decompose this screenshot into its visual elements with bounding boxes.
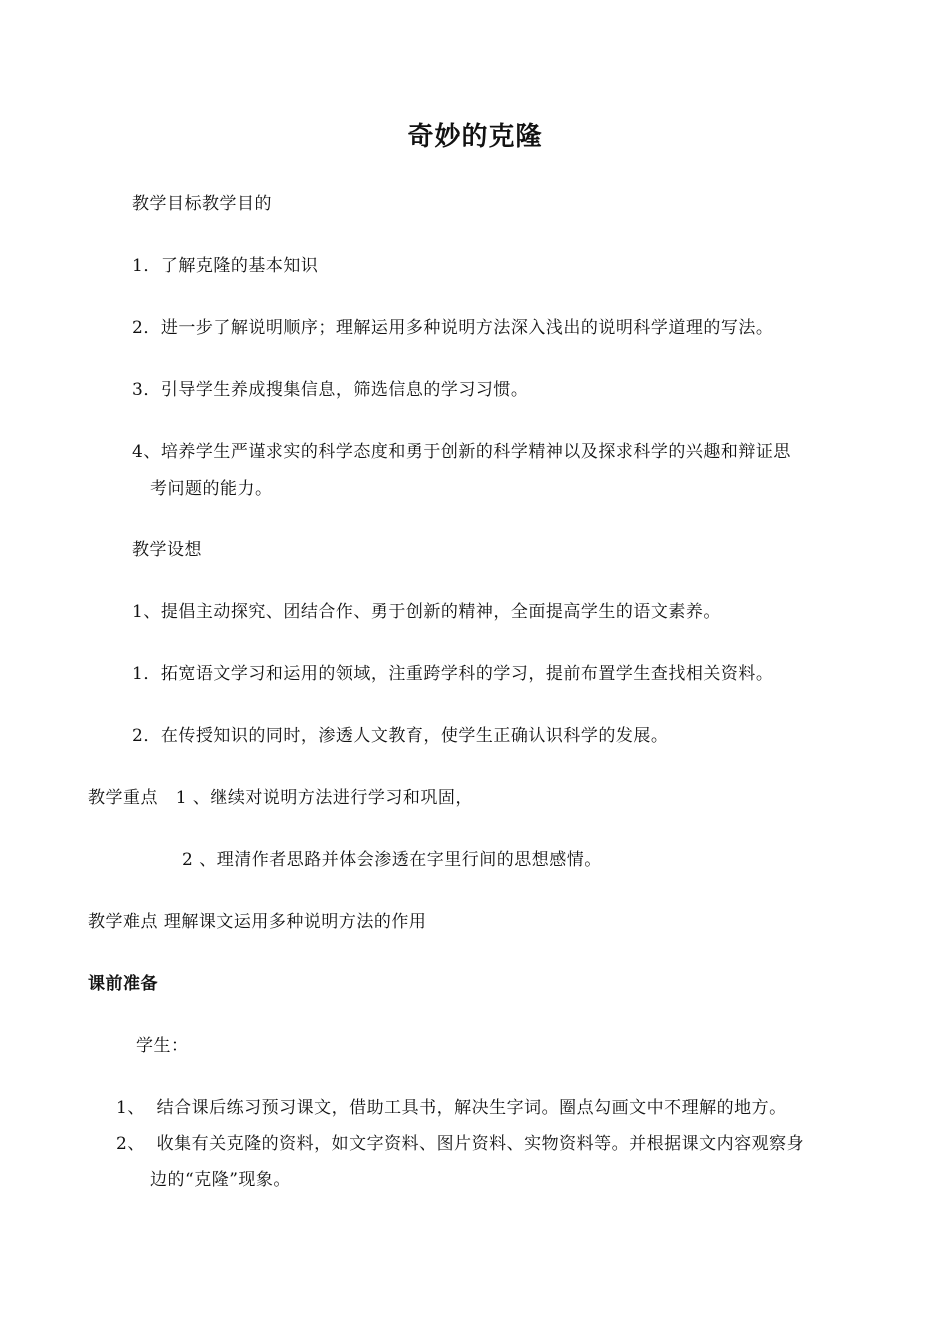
difficulty-line: 教学难点 理解课文运用多种说明方法的作用 — [88, 912, 427, 932]
design-item-2: 1．拓宽语文学习和运用的领域，注重跨学科的学习，提前布置学生查找相关资料。 — [132, 664, 774, 684]
design-heading: 教学设想 — [132, 540, 202, 560]
objective-item-1: 1．了解克隆的基本知识 — [132, 256, 319, 276]
students-label: 学生： — [136, 1036, 189, 1056]
prep-item-2: 2、 收集有关克隆的资料，如文字资料、图片资料、实物资料等。并根据课文内容观察身 — [116, 1134, 805, 1154]
objective-item-4: 4、培养学生严谨求实的科学态度和勇于创新的科学精神以及探求科学的兴趣和辩证思 — [132, 442, 791, 462]
objectives-heading: 教学目标教学目的 — [132, 194, 272, 214]
design-item-3: 2．在传授知识的同时，渗透人文教育，使学生正确认识科学的发展。 — [132, 726, 669, 746]
page-title: 奇妙的克隆 — [407, 122, 543, 152]
prep-heading: 课前准备 — [88, 974, 158, 994]
objective-item-4-cont: 考问题的能力。 — [150, 479, 273, 499]
key-points-line-2: 2 、理清作者思路并体会渗透在字里行间的思想感情。 — [182, 850, 602, 870]
key-points-line-1: 教学重点 1 、继续对说明方法进行学习和巩固， — [88, 788, 473, 808]
prep-item-2-cont: 边的“克隆”现象。 — [150, 1170, 291, 1190]
design-item-1: 1、提倡主动探究、团结合作、勇于创新的精神，全面提高学生的语文素养。 — [132, 602, 721, 622]
objective-item-3: 3．引导学生养成搜集信息，筛选信息的学习习惯。 — [132, 380, 529, 400]
prep-item-1: 1、 结合课后练习预习课文，借助工具书，解决生字词。圈点勾画文中不理解的地方。 — [116, 1098, 787, 1118]
objective-item-2: 2．进一步了解说明顺序；理解运用多种说明方法深入浅出的说明科学道理的写法。 — [132, 318, 774, 338]
